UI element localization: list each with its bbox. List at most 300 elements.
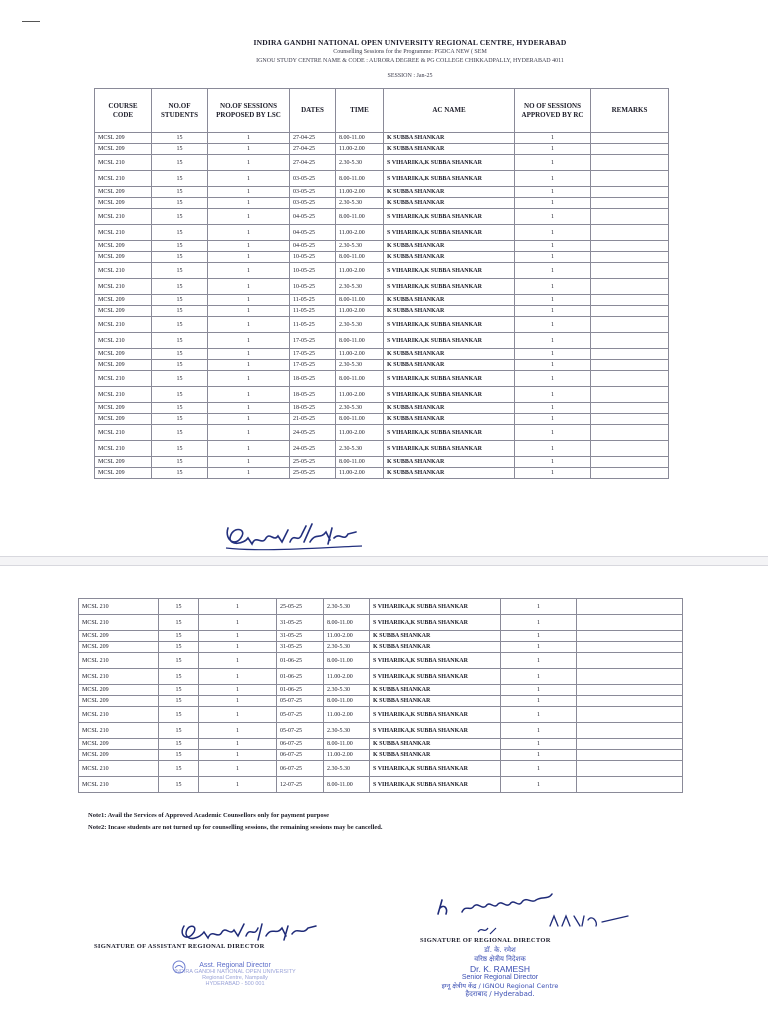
cell-date: 25-05-25: [290, 457, 336, 468]
cell-course-code: MCSL 209: [95, 144, 152, 155]
col-header-students: NO.OF STUDENTS: [152, 89, 208, 133]
cell-course-code: MCSL 209: [79, 696, 159, 707]
cell-students: 15: [152, 209, 208, 225]
cell-sessions-proposed: 1: [208, 295, 290, 306]
cell-time: 8.00-11.00: [324, 696, 370, 707]
cell-date: 04-05-25: [290, 209, 336, 225]
cell-time: 8.00-11.00: [324, 739, 370, 750]
cell-students: 15: [152, 403, 208, 414]
cell-course-code: MCSL 209: [79, 739, 159, 750]
cell-date: 05-07-25: [277, 707, 324, 723]
cell-course-code: MCSL 209: [95, 360, 152, 371]
cell-time: 8.00-11.00: [336, 171, 384, 187]
cell-date: 31-05-25: [277, 642, 324, 653]
cell-course-code: MCSL 209: [79, 642, 159, 653]
cell-date: 25-05-25: [277, 599, 324, 615]
asst-director-stamp: [160, 952, 310, 987]
cell-students: 15: [152, 441, 208, 457]
cell-sessions-proposed: 1: [199, 669, 277, 685]
scan-corner-mark: [22, 21, 40, 22]
cell-date: 10-05-25: [290, 252, 336, 263]
cell-ac-name: K SUBBA SHANKAR: [384, 360, 515, 371]
cell-course-code: MCSL 210: [95, 279, 152, 295]
cell-sessions-approved: 1: [501, 685, 577, 696]
cell-remarks: [591, 441, 669, 457]
cell-course-code: MCSL 210: [95, 387, 152, 403]
cell-course-code: MCSL 209: [95, 414, 152, 425]
cell-course-code: MCSL 210: [79, 777, 159, 793]
cell-course-code: MCSL 210: [95, 171, 152, 187]
cell-sessions-proposed: 1: [199, 761, 277, 777]
cell-ac-name: S VIHARIKA,K SUBBA SHANKAR: [384, 225, 515, 241]
cell-time: 2.30-5.30: [324, 761, 370, 777]
cell-ac-name: S VIHARIKA,K SUBBA SHANKAR: [384, 425, 515, 441]
cell-course-code: MCSL 210: [79, 761, 159, 777]
cell-ac-name: K SUBBA SHANKAR: [384, 457, 515, 468]
cell-remarks: [591, 155, 669, 171]
cell-ac-name: K SUBBA SHANKAR: [384, 414, 515, 425]
cell-date: 05-07-25: [277, 696, 324, 707]
cell-sessions-proposed: 1: [208, 171, 290, 187]
cell-course-code: MCSL 209: [95, 133, 152, 144]
cell-sessions-approved: 1: [501, 761, 577, 777]
cell-ac-name: S VIHARIKA,K SUBBA SHANKAR: [384, 387, 515, 403]
cell-time: 2.30-5.30: [336, 403, 384, 414]
cell-students: 15: [159, 685, 199, 696]
cell-students: 15: [152, 279, 208, 295]
cell-time: 11.00-2.00: [336, 349, 384, 360]
cell-students: 15: [152, 387, 208, 403]
cell-ac-name: S VIHARIKA,K SUBBA SHANKAR: [384, 263, 515, 279]
regional-director-initials: [476, 924, 500, 938]
table-row: [79, 642, 683, 653]
cell-time: 2.30-5.30: [336, 155, 384, 171]
cell-sessions-approved: 1: [501, 750, 577, 761]
cell-students: 15: [159, 599, 199, 615]
cell-date: 01-06-25: [277, 685, 324, 696]
cell-date: 10-05-25: [290, 279, 336, 295]
cell-date: 18-05-25: [290, 403, 336, 414]
cell-students: 15: [152, 263, 208, 279]
cell-remarks: [577, 653, 683, 669]
cell-sessions-approved: 1: [515, 371, 591, 387]
cell-time: 11.00-2.00: [336, 468, 384, 479]
cell-remarks: [591, 468, 669, 479]
schedule-body-page1: [95, 133, 669, 479]
cell-time: 8.00-11.00: [336, 252, 384, 263]
cell-time: 2.30-5.30: [324, 642, 370, 653]
asst-stamp-line-3: Regional Centre, Nampally: [202, 975, 268, 981]
cell-sessions-proposed: 1: [208, 387, 290, 403]
cell-course-code: MCSL 210: [79, 669, 159, 685]
cell-sessions-approved: 1: [501, 696, 577, 707]
table-row: [95, 333, 669, 349]
cell-students: 15: [159, 777, 199, 793]
document-title: INDIRA GANDHI NATIONAL OPEN UNIVERSITY REGIONAL CENTRE, HYDERABAD: [253, 38, 567, 47]
cell-sessions-proposed: 1: [199, 653, 277, 669]
table-row: [95, 209, 669, 225]
cell-course-code: MCSL 209: [79, 685, 159, 696]
cell-course-code: MCSL 210: [79, 615, 159, 631]
cell-students: 15: [152, 198, 208, 209]
handwritten-initials-1: [222, 518, 372, 558]
cell-ac-name: S VIHARIKA,K SUBBA SHANKAR: [370, 723, 501, 739]
cell-students: 15: [152, 425, 208, 441]
cell-ac-name: S VIHARIKA,K SUBBA SHANKAR: [370, 615, 501, 631]
cell-students: 15: [159, 750, 199, 761]
cell-course-code: MCSL 210: [95, 371, 152, 387]
table-row: [95, 317, 669, 333]
table-row: [95, 403, 669, 414]
rd-stamp-line-4: Senior Regional Director: [461, 974, 539, 981]
col-header-time: TIME: [336, 89, 384, 133]
cell-sessions-proposed: 1: [208, 425, 290, 441]
schedule-body-page2: [79, 599, 683, 793]
cell-remarks: [591, 209, 669, 225]
cell-students: 15: [159, 642, 199, 653]
cell-remarks: [577, 631, 683, 642]
cell-date: 31-05-25: [277, 615, 324, 631]
cell-ac-name: S VIHARIKA,K SUBBA SHANKAR: [370, 653, 501, 669]
session-line: SESSION : Jan-25: [387, 73, 433, 79]
cell-sessions-proposed: 1: [208, 403, 290, 414]
cell-date: 01-06-25: [277, 669, 324, 685]
cell-students: 15: [152, 225, 208, 241]
col-header-sessions-approved: NO OF SESSIONS APPROVED BY RC: [515, 89, 591, 133]
cell-sessions-proposed: 1: [199, 723, 277, 739]
cell-course-code: MCSL 209: [79, 750, 159, 761]
cell-date: 04-05-25: [290, 241, 336, 252]
table-row: [95, 252, 669, 263]
cell-time: 11.00-2.00: [324, 750, 370, 761]
cell-sessions-proposed: 1: [208, 349, 290, 360]
cell-course-code: MCSL 209: [95, 187, 152, 198]
cell-ac-name: S VIHARIKA,K SUBBA SHANKAR: [370, 761, 501, 777]
table-row: [79, 696, 683, 707]
cell-date: 03-05-25: [290, 187, 336, 198]
cell-sessions-approved: 1: [501, 599, 577, 615]
cell-remarks: [591, 133, 669, 144]
cell-ac-name: K SUBBA SHANKAR: [370, 642, 501, 653]
cell-ac-name: S VIHARIKA,K SUBBA SHANKAR: [384, 333, 515, 349]
cell-sessions-proposed: 1: [208, 144, 290, 155]
cell-sessions-approved: 1: [515, 198, 591, 209]
cell-ac-name: K SUBBA SHANKAR: [370, 696, 501, 707]
cell-date: 25-05-25: [290, 468, 336, 479]
cell-ac-name: K SUBBA SHANKAR: [384, 198, 515, 209]
table-row: [95, 279, 669, 295]
table-row: [79, 653, 683, 669]
table-row: [79, 685, 683, 696]
cell-time: 8.00-11.00: [336, 414, 384, 425]
cell-time: 8.00-11.00: [324, 653, 370, 669]
cell-remarks: [591, 187, 669, 198]
cell-students: 15: [152, 349, 208, 360]
cell-ac-name: K SUBBA SHANKAR: [384, 187, 515, 198]
cell-time: 2.30-5.30: [336, 317, 384, 333]
asst-director-signature-label: SIGNATURE OF ASSISTANT REGIONAL DIRECTOR: [94, 943, 265, 950]
cell-date: 06-07-25: [277, 750, 324, 761]
notes-block: [88, 810, 383, 834]
cell-students: 15: [152, 241, 208, 252]
cell-sessions-approved: 1: [515, 155, 591, 171]
cell-sessions-proposed: 1: [208, 187, 290, 198]
cell-sessions-approved: 1: [515, 306, 591, 317]
cell-sessions-approved: 1: [501, 723, 577, 739]
cell-ac-name: K SUBBA SHANKAR: [384, 468, 515, 479]
cell-sessions-proposed: 1: [208, 306, 290, 317]
cell-remarks: [591, 306, 669, 317]
cell-ac-name: S VIHARIKA,K SUBBA SHANKAR: [384, 279, 515, 295]
cell-students: 15: [159, 723, 199, 739]
cell-date: 17-05-25: [290, 333, 336, 349]
cell-remarks: [591, 198, 669, 209]
rd-stamp-line-2: वरिष्ठ क्षेत्रीय निदेशक: [474, 955, 526, 963]
cell-time: 2.30-5.30: [336, 198, 384, 209]
table-row: [79, 707, 683, 723]
table-row: [79, 615, 683, 631]
cell-ac-name: K SUBBA SHANKAR: [384, 252, 515, 263]
cell-remarks: [577, 707, 683, 723]
table-row: [79, 669, 683, 685]
table-row: [95, 306, 669, 317]
cell-time: 11.00-2.00: [336, 263, 384, 279]
cell-course-code: MCSL 209: [95, 349, 152, 360]
cell-date: 18-05-25: [290, 371, 336, 387]
cell-remarks: [577, 642, 683, 653]
cell-sessions-approved: 1: [501, 631, 577, 642]
cell-course-code: MCSL 210: [95, 333, 152, 349]
cell-remarks: [591, 317, 669, 333]
cell-sessions-approved: 1: [515, 263, 591, 279]
regional-director-stamp: [430, 946, 570, 999]
cell-sessions-approved: 1: [501, 777, 577, 793]
page-separator: [0, 556, 768, 566]
cell-students: 15: [159, 739, 199, 750]
cell-time: 8.00-11.00: [324, 777, 370, 793]
cell-time: 8.00-11.00: [336, 333, 384, 349]
cell-sessions-approved: 1: [515, 317, 591, 333]
asst-stamp-line-2: INDIRA GANDHI NATIONAL OPEN UNIVERSITY: [174, 969, 296, 975]
asst-stamp-line-1: Asst. Regional Director: [199, 962, 271, 969]
cell-sessions-approved: 1: [515, 403, 591, 414]
cell-ac-name: K SUBBA SHANKAR: [384, 144, 515, 155]
cell-remarks: [591, 371, 669, 387]
cell-remarks: [591, 144, 669, 155]
cell-course-code: MCSL 209: [95, 403, 152, 414]
cell-sessions-approved: 1: [515, 333, 591, 349]
cell-sessions-proposed: 1: [208, 252, 290, 263]
cell-date: 11-05-25: [290, 317, 336, 333]
study-centre-line: IGNOU STUDY CENTRE NAME & CODE : AURORA DEGREE & PG COLLEGE CHIKKADPALLY, HYDERABAD 4011: [256, 58, 564, 64]
cell-remarks: [591, 403, 669, 414]
cell-remarks: [591, 295, 669, 306]
cell-sessions-approved: 1: [515, 133, 591, 144]
cell-sessions-approved: 1: [515, 279, 591, 295]
cell-course-code: MCSL 209: [95, 306, 152, 317]
cell-ac-name: K SUBBA SHANKAR: [384, 295, 515, 306]
table-row: [95, 414, 669, 425]
cell-course-code: MCSL 210: [79, 723, 159, 739]
cell-sessions-proposed: 1: [208, 279, 290, 295]
asst-stamp-line-4: HYDERABAD - 500 001: [205, 981, 265, 987]
cell-course-code: MCSL 209: [95, 295, 152, 306]
table-row: [95, 225, 669, 241]
cell-date: 17-05-25: [290, 349, 336, 360]
cell-sessions-approved: 1: [515, 225, 591, 241]
note-2: Note2: Incase students are not turned up for counselling sessions, the remaining sessions may be cancelled.: [88, 824, 383, 831]
cell-students: 15: [152, 171, 208, 187]
cell-time: 11.00-2.00: [336, 187, 384, 198]
cell-time: 8.00-11.00: [336, 133, 384, 144]
cell-ac-name: K SUBBA SHANKAR: [370, 750, 501, 761]
cell-remarks: [577, 739, 683, 750]
cell-course-code: MCSL 210: [95, 317, 152, 333]
cell-course-code: MCSL 210: [95, 225, 152, 241]
table-row: [95, 441, 669, 457]
cell-time: 8.00-11.00: [336, 371, 384, 387]
table-row: [95, 263, 669, 279]
cell-time: 2.30-5.30: [336, 360, 384, 371]
cell-date: 27-04-25: [290, 155, 336, 171]
cell-sessions-proposed: 1: [208, 414, 290, 425]
cell-time: 11.00-2.00: [324, 631, 370, 642]
cell-time: 11.00-2.00: [336, 387, 384, 403]
cell-sessions-approved: 1: [515, 441, 591, 457]
cell-date: 03-05-25: [290, 171, 336, 187]
cell-ac-name: S VIHARIKA,K SUBBA SHANKAR: [384, 317, 515, 333]
cell-sessions-proposed: 1: [208, 468, 290, 479]
cell-sessions-proposed: 1: [199, 599, 277, 615]
cell-students: 15: [152, 414, 208, 425]
cell-students: 15: [159, 669, 199, 685]
cell-date: 17-05-25: [290, 360, 336, 371]
cell-students: 15: [159, 707, 199, 723]
cell-students: 15: [152, 333, 208, 349]
cell-ac-name: K SUBBA SHANKAR: [370, 631, 501, 642]
cell-ac-name: S VIHARIKA,K SUBBA SHANKAR: [370, 599, 501, 615]
schedule-table-page2: [78, 598, 683, 793]
cell-remarks: [591, 425, 669, 441]
cell-remarks: [591, 252, 669, 263]
cell-time: 2.30-5.30: [324, 599, 370, 615]
cell-remarks: [577, 777, 683, 793]
cell-students: 15: [159, 631, 199, 642]
table-row: [79, 761, 683, 777]
cell-course-code: MCSL 209: [79, 631, 159, 642]
cell-sessions-approved: 1: [501, 669, 577, 685]
table-row: [95, 425, 669, 441]
cell-students: 15: [152, 371, 208, 387]
cell-time: 8.00-11.00: [336, 209, 384, 225]
cell-students: 15: [152, 468, 208, 479]
cell-remarks: [577, 599, 683, 615]
ignou-emblem-icon: [172, 960, 186, 974]
table-row: [79, 777, 683, 793]
cell-sessions-proposed: 1: [199, 685, 277, 696]
table-row: [79, 750, 683, 761]
table-row: [79, 631, 683, 642]
cell-date: 24-05-25: [290, 425, 336, 441]
cell-date: 05-07-25: [277, 723, 324, 739]
note-1: Note1: Avail the Services of Approved Academic Counsellors only for payment purpose: [88, 812, 330, 819]
cell-students: 15: [152, 317, 208, 333]
cell-time: 2.30-5.30: [336, 241, 384, 252]
cell-ac-name: S VIHARIKA,K SUBBA SHANKAR: [384, 371, 515, 387]
cell-ac-name: S VIHARIKA,K SUBBA SHANKAR: [370, 707, 501, 723]
cell-date: 01-06-25: [277, 653, 324, 669]
cell-time: 11.00-2.00: [336, 425, 384, 441]
cell-sessions-proposed: 1: [199, 642, 277, 653]
cell-remarks: [577, 696, 683, 707]
cell-date: 31-05-25: [277, 631, 324, 642]
cell-remarks: [577, 761, 683, 777]
cell-course-code: MCSL 210: [79, 653, 159, 669]
cell-sessions-proposed: 1: [208, 263, 290, 279]
cell-sessions-approved: 1: [515, 241, 591, 252]
cell-students: 15: [152, 457, 208, 468]
cell-ac-name: S VIHARIKA,K SUBBA SHANKAR: [384, 441, 515, 457]
cell-sessions-approved: 1: [515, 144, 591, 155]
table-row: [95, 155, 669, 171]
cell-time: 2.30-5.30: [336, 441, 384, 457]
cell-ac-name: S VIHARIKA,K SUBBA SHANKAR: [384, 155, 515, 171]
cell-sessions-proposed: 1: [208, 457, 290, 468]
table-row: [79, 723, 683, 739]
cell-ac-name: K SUBBA SHANKAR: [384, 133, 515, 144]
table-row: [95, 187, 669, 198]
cell-sessions-approved: 1: [515, 209, 591, 225]
col-header-course-code: COURSE CODE: [95, 89, 152, 133]
cell-students: 15: [159, 653, 199, 669]
cell-students: 15: [152, 360, 208, 371]
cell-remarks: [591, 333, 669, 349]
cell-ac-name: S VIHARIKA,K SUBBA SHANKAR: [384, 209, 515, 225]
document-header: [200, 38, 620, 81]
cell-remarks: [591, 414, 669, 425]
cell-course-code: MCSL 210: [79, 707, 159, 723]
cell-sessions-proposed: 1: [208, 360, 290, 371]
cell-sessions-approved: 1: [501, 707, 577, 723]
table-row: [95, 387, 669, 403]
table-row: [95, 198, 669, 209]
cell-sessions-proposed: 1: [199, 777, 277, 793]
cell-date: 10-05-25: [290, 263, 336, 279]
cell-sessions-approved: 1: [515, 187, 591, 198]
cell-remarks: [591, 171, 669, 187]
cell-ac-name: S VIHARIKA,K SUBBA SHANKAR: [370, 669, 501, 685]
cell-students: 15: [152, 133, 208, 144]
cell-sessions-proposed: 1: [199, 615, 277, 631]
table-row: [95, 144, 669, 155]
cell-sessions-approved: 1: [501, 642, 577, 653]
cell-remarks: [591, 263, 669, 279]
cell-ac-name: K SUBBA SHANKAR: [384, 403, 515, 414]
cell-students: 15: [152, 187, 208, 198]
cell-date: 04-05-25: [290, 225, 336, 241]
cell-time: 11.00-2.00: [336, 306, 384, 317]
cell-remarks: [577, 723, 683, 739]
cell-students: 15: [152, 155, 208, 171]
cell-sessions-approved: 1: [515, 425, 591, 441]
table-row: [95, 241, 669, 252]
cell-students: 15: [152, 295, 208, 306]
cell-sessions-approved: 1: [515, 387, 591, 403]
cell-sessions-proposed: 1: [208, 155, 290, 171]
cell-time: 11.00-2.00: [324, 669, 370, 685]
cell-sessions-proposed: 1: [208, 333, 290, 349]
cell-sessions-proposed: 1: [208, 133, 290, 144]
